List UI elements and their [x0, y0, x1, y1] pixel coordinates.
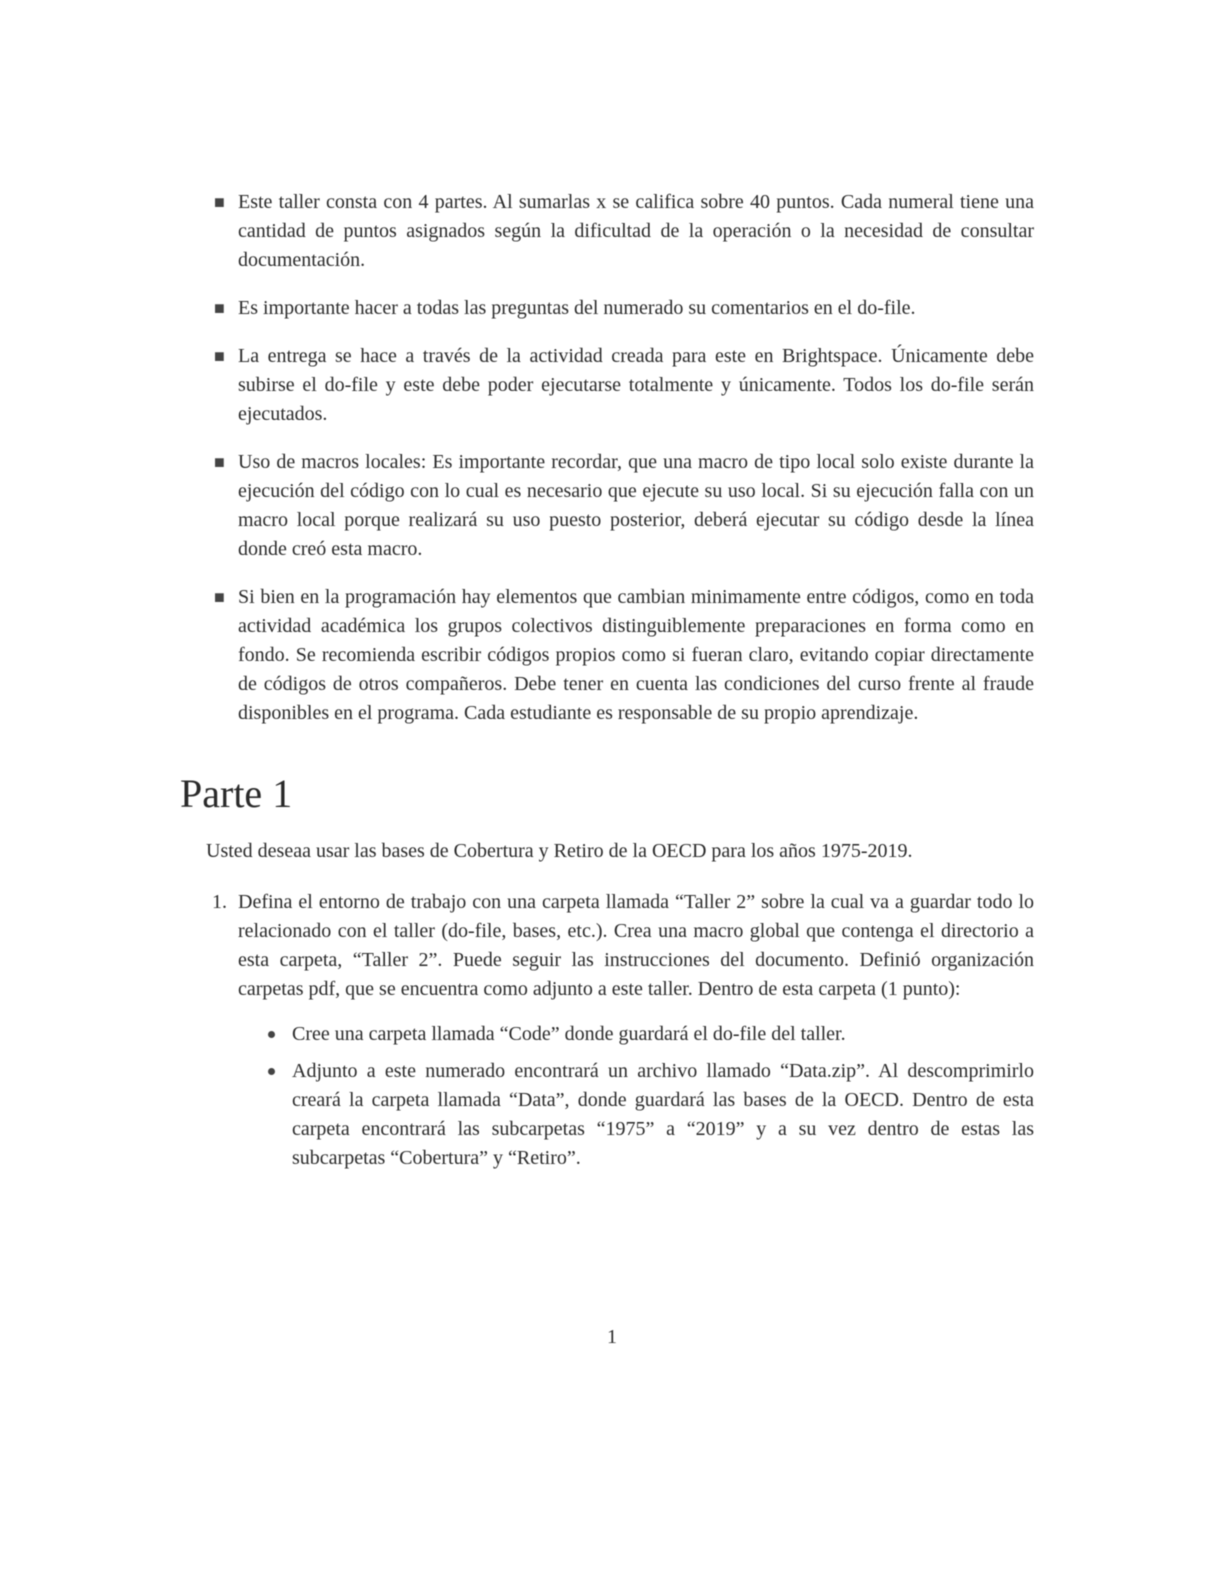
- item-number: 1.: [212, 891, 227, 913]
- instruction-text: Este taller consta con 4 partes. Al sumarlas x se califica sobre 40 puntos. Cada numeral tiene una cantidad de puntos asignados según la dificultad de la operación o la necesidad de consultar documentación.: [238, 191, 1034, 271]
- instruction-item: [212, 448, 1034, 564]
- section-title: Parte 1: [180, 771, 293, 816]
- instruction-item: [212, 583, 1034, 728]
- instruction-text: Si bien en la programación hay elementos que cambian minimamente entre códigos, como en toda actividad académica los grupos colectivos distinguiblemente preparaciones en forma como en fondo. Se recomienda escribir códigos propios como si fueran claro, evitando copiar directamente de códigos de otros compañeros. Debe tener en cuenta las condiciones del curso frente al fraude disponibles en el programa. Cada estudiante es responsable de su propio aprendizaje.: [238, 586, 1034, 724]
- item-text: Defina el entorno de trabajo con una carpeta llamada “Taller 2” sobre la cual va a guardar todo lo relacionado con el taller (do-file, bases, etc.). Crea una macro global que contenga el directorio a esta carpeta, “Taller 2”. Puede seguir las instrucciones del documento. Definió organización carpetas pdf, que se encuentra como adjunto a este taller. Dentro de esta carpeta (1 punto):: [238, 891, 1034, 1000]
- instruction-text: Es importante hacer a todas las preguntas del numerado su comentarios en el do-file.: [238, 297, 916, 319]
- instruction-item: [212, 188, 1034, 275]
- instruction-item: [212, 342, 1034, 429]
- square-bullet-icon: ■: [214, 346, 225, 366]
- page-content: [180, 188, 1034, 1181]
- section-intro: Usted deseaa usar las bases de Cobertura y Retiro de la OECD para los años 1975-2019.: [206, 840, 913, 862]
- dot-bullet-icon: [268, 1068, 275, 1075]
- sub-item: [238, 1057, 1034, 1173]
- numbered-list: [212, 888, 1034, 1173]
- square-bullet-icon: ■: [214, 452, 225, 472]
- instructions-list: [212, 188, 1034, 728]
- sub-item: [238, 1020, 1034, 1049]
- page-number: 1: [607, 1326, 617, 1348]
- instruction-item: [212, 294, 1034, 323]
- numbered-item: [212, 888, 1034, 1173]
- square-bullet-icon: ■: [214, 298, 225, 318]
- dot-bullet-icon: [268, 1031, 275, 1038]
- square-bullet-icon: ■: [214, 587, 225, 607]
- sub-item-text: Adjunto a este numerado encontrará un archivo llamado “Data.zip”. Al descomprimirlo creará la carpeta llamada “Data”, donde guardará las bases de la OECD. Dentro de esta carpeta encontrará las subcarpetas “1975” a “2019” y a su vez dentro de estas las subcarpetas “Cobertura” y “Retiro”.: [292, 1060, 1034, 1169]
- sub-item-text: Cree una carpeta llamada “Code” donde guardará el do-file del taller.: [292, 1023, 846, 1045]
- sub-list: [238, 1020, 1034, 1173]
- instruction-text: Uso de macros locales: Es importante recordar, que una macro de tipo local solo existe durante la ejecución del código con lo cual es necesario que ejecute su uso local. Si su ejecución falla con un macro local porque realizará su uso puesto posterior, deberá ejecutar su código desde la línea donde creó esta macro.: [238, 451, 1034, 560]
- instruction-text: La entrega se hace a través de la actividad creada para este en Brightspace. Únicamente debe subirse el do-file y este debe poder ejecutarse totalmente y únicamente. Todos los do-file serán ejecutados.: [238, 345, 1034, 425]
- square-bullet-icon: ■: [214, 192, 225, 212]
